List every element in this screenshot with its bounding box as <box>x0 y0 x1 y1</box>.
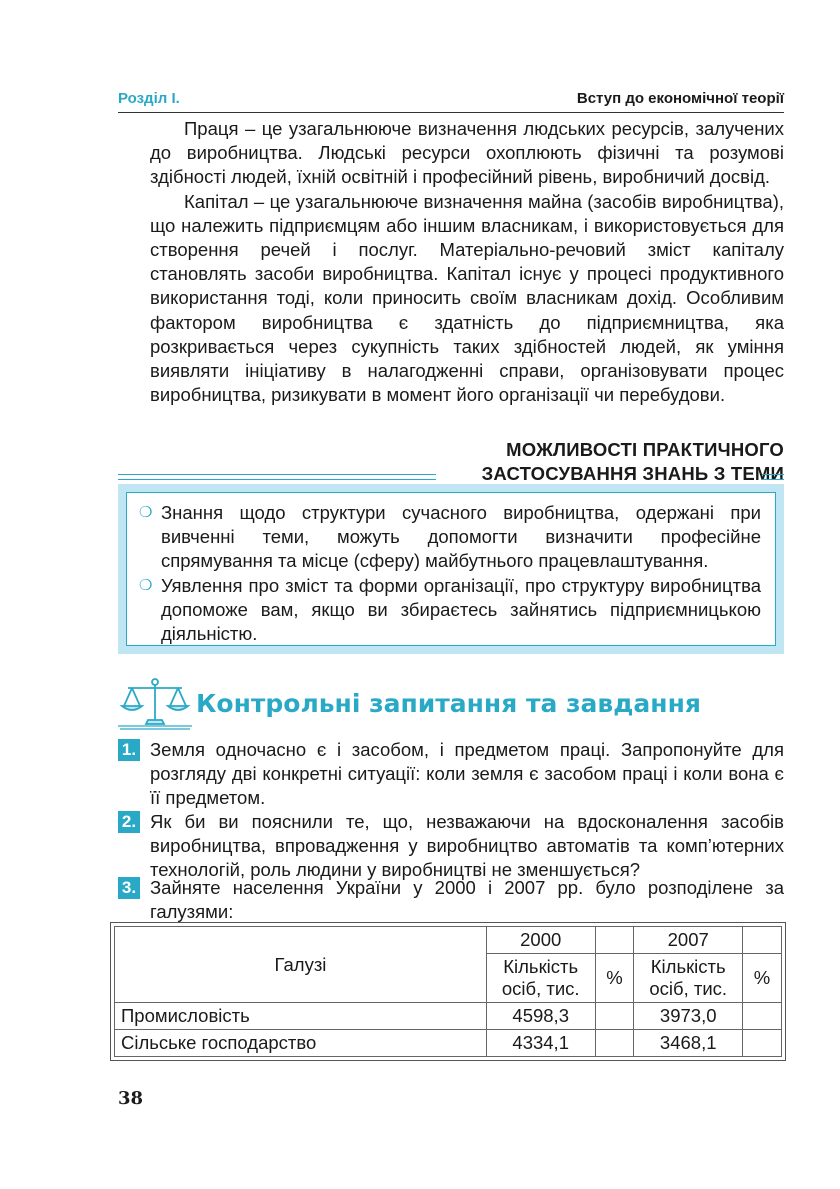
question-item <box>118 876 784 924</box>
table-cell-industry: Сільське господарство <box>115 1030 487 1057</box>
table-header-percent-2007: % <box>743 954 782 1003</box>
practical-heading-line1: МОЖЛИВОСТІ ПРАКТИЧНОГО <box>506 439 784 460</box>
table-header-row <box>115 927 782 954</box>
question-number-badge: 3. <box>118 877 140 899</box>
practical-bullet <box>139 574 761 647</box>
table-cell-percent-2000 <box>595 1003 634 1030</box>
table-header-count-2007: Кількість осіб, тис. <box>634 954 743 1003</box>
table-header-count-2000: Кількість осіб, тис. <box>486 954 595 1003</box>
practical-heading <box>482 438 784 486</box>
questions-section-title <box>118 676 701 730</box>
practical-box-inner <box>126 492 776 646</box>
question-number-badge: 1. <box>118 739 140 761</box>
circle-bullet-icon: ❍ <box>139 576 153 594</box>
table-cell-percent-2007 <box>743 1003 782 1030</box>
circle-bullet-icon: ❍ <box>139 504 153 521</box>
practical-bullet-text: Знання щодо структури сучасного виробництва, одержані при вивченні теми, можуть допомогти визначити професійне спрямування та місце (сферу) майбутнього працевлаштування. <box>161 502 761 572</box>
question-item <box>118 738 784 811</box>
table-cell-count-2000: 4334,1 <box>486 1030 595 1057</box>
table-header-year-2000: 2000 <box>486 927 595 954</box>
table-header-industries: Галузі <box>115 927 487 1003</box>
question-text: Земля одночасно є і засобом, і предметом праці. Запропонуйте для розгляду дві конкретні ситуації: коли земля є засобом праці і коли вона є її предметом. <box>150 739 784 809</box>
employment-table <box>114 926 782 1057</box>
table-row <box>115 1030 782 1057</box>
table-header-year-2007: 2007 <box>634 927 743 954</box>
table-cell-industry: Промисловість <box>115 1003 487 1030</box>
table-cell-count-2007: 3973,0 <box>634 1003 743 1030</box>
question-text: Зайняте населення України у 2000 і 2007 рр. було розподілене за галузями: <box>150 877 784 923</box>
question-number-badge: 2. <box>118 811 140 833</box>
table-cell-count-2000: 4598,3 <box>486 1003 595 1030</box>
body-text <box>150 117 784 407</box>
table-cell-count-2007: 3468,1 <box>634 1030 743 1057</box>
practical-box <box>118 484 784 654</box>
paragraph-capital: Капітал – це узагальнююче визначення майна (засобів виробництва), що належить підприємцям або іншим власникам, і використовується для створення речей і послуг. Матеріально-речовий зміст капіталу становлять засоби виробництва. Капітал існує у процесі продуктивного використання тоді, коли приносить своїм власникам дохід. Особливим фактором виробництва є здатність до підприємництва, яка розкривається через сукупність таких здібностей людей, як уміння виявляти ініціативу в налагодженні справи, організовувати процес виробництва, ризикувати в момент його організації чи перебудови. <box>150 190 784 406</box>
table-header-empty <box>743 927 782 954</box>
page-number: 38 <box>118 1088 144 1109</box>
section-label: Розділ І. <box>118 90 180 107</box>
questions-title-text: Контрольні запитання та завдання <box>196 688 701 718</box>
paragraph-labor: Праця – це узагальнююче визначення людських ресурсів, залучених до виробництва. Людські ресурси охоплюють фізичні та розумові здібності людей, їхній освітній і професійний рівень, виробничий досвід. <box>150 118 784 188</box>
table-header-percent-2000: % <box>595 954 634 1003</box>
table-cell-percent-2000 <box>595 1030 634 1057</box>
table-row <box>115 1003 782 1030</box>
page-header <box>118 88 784 113</box>
question-text: Як би ви пояснили те, що, незважаючи на вдосконалення засобів виробництва, впровадження у виробництво автоматів та комп’ютерних технологій, роль людини у виробництві не зменшується? <box>150 811 784 881</box>
table-cell-percent-2007 <box>743 1030 782 1057</box>
heading-rule-left <box>118 474 436 480</box>
practical-bullet-text: Уявлення про зміст та форми організації, про структуру виробництва допоможе вам, якщо ви збираєтесь зайнятись підприємницькою діяльністю. <box>161 574 761 645</box>
practical-heading-line2: ЗАСТОСУВАННЯ ЗНАНЬ З ТЕМИ <box>481 463 784 484</box>
scales-icon <box>118 676 192 730</box>
chapter-title: Вступ до економічної теорії <box>576 90 784 107</box>
question-item <box>118 810 784 883</box>
heading-rule-right <box>762 474 784 480</box>
table-header-empty <box>595 927 634 954</box>
practical-bullet <box>139 501 761 574</box>
